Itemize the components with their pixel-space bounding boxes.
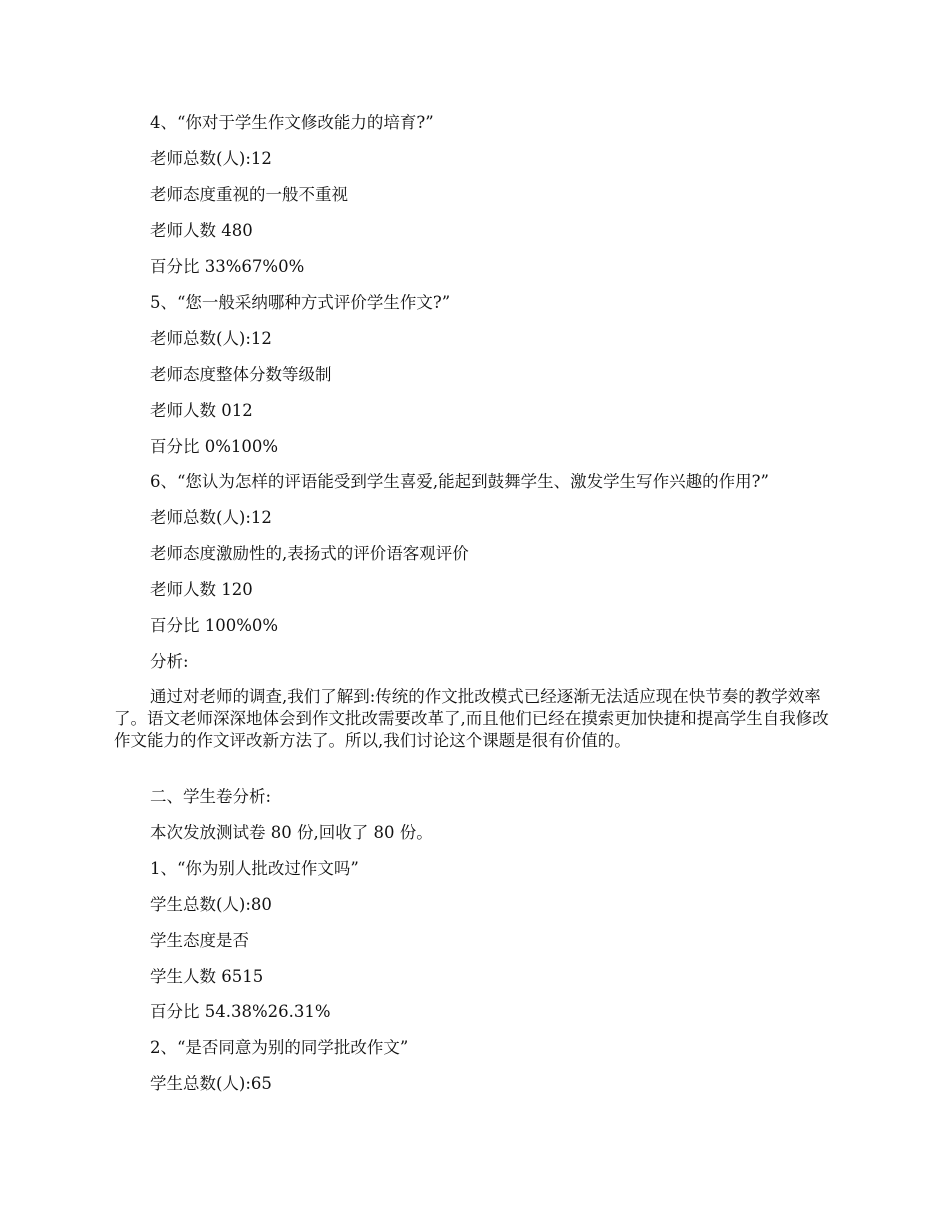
teacher-q4-count: 老师人数 480 <box>150 221 253 240</box>
teacher-q6-percent: 百分比 100%0% <box>150 616 279 635</box>
teacher-q6-attitude: 老师态度激励性的,表扬式的评价语客观评价 <box>150 544 469 563</box>
student-q1-total: 学生总数(人):80 <box>150 895 272 914</box>
analysis-paragraph: 通过对老师的调查,我们了解到:传统的作文批改模式已经逐渐无法适应现在快节奏的教学效率了。语文老师深深地体会到作文批改需要改革了,而且他们已经在摸索更加快捷和提高学生自我修改作文能力的作文评改新方法了。所以,我们讨论这个课题是很有价值的。 <box>114 687 829 750</box>
teacher-q5-attitude: 老师态度整体分数等级制 <box>150 365 332 384</box>
student-q1-attitude: 学生态度是否 <box>150 931 249 950</box>
student-q1-question: 1、“你为别人批改过作文吗” <box>150 859 359 878</box>
teacher-q6-total: 老师总数(人):12 <box>150 508 272 527</box>
teacher-q4-attitude: 老师态度重视的一般不重视 <box>150 185 348 204</box>
teacher-q6-count: 老师人数 120 <box>150 580 253 599</box>
student-q1-percent: 百分比 54.38%26.31% <box>150 1002 331 1021</box>
analysis-label: 分析: <box>150 652 189 671</box>
teacher-q5-total: 老师总数(人):12 <box>150 329 272 348</box>
teacher-q5-count: 老师人数 012 <box>150 401 253 420</box>
student-q2-total: 学生总数(人):65 <box>150 1074 272 1093</box>
student-section-heading: 二、学生卷分析: <box>150 787 272 806</box>
student-intro: 本次发放测试卷 80 份,回收了 80 份。 <box>150 823 433 842</box>
student-q1-count: 学生人数 6515 <box>150 967 264 986</box>
teacher-q4-percent: 百分比 33%67%0% <box>150 257 305 276</box>
student-q2-question: 2、“是否同意为别的同学批改作文” <box>150 1038 409 1057</box>
teacher-q6-question: 6、“您认为怎样的评语能受到学生喜爱,能起到鼓舞学生、激发学生写作兴趣的作用?” <box>150 472 769 491</box>
teacher-q5-percent: 百分比 0%100% <box>150 437 279 456</box>
teacher-q4-total: 老师总数(人):12 <box>150 149 272 168</box>
teacher-q5-question: 5、“您一般采纳哪种方式评价学生作文?” <box>150 293 451 312</box>
teacher-q4-question: 4、“你对于学生作文修改能力的培育?” <box>150 113 434 132</box>
